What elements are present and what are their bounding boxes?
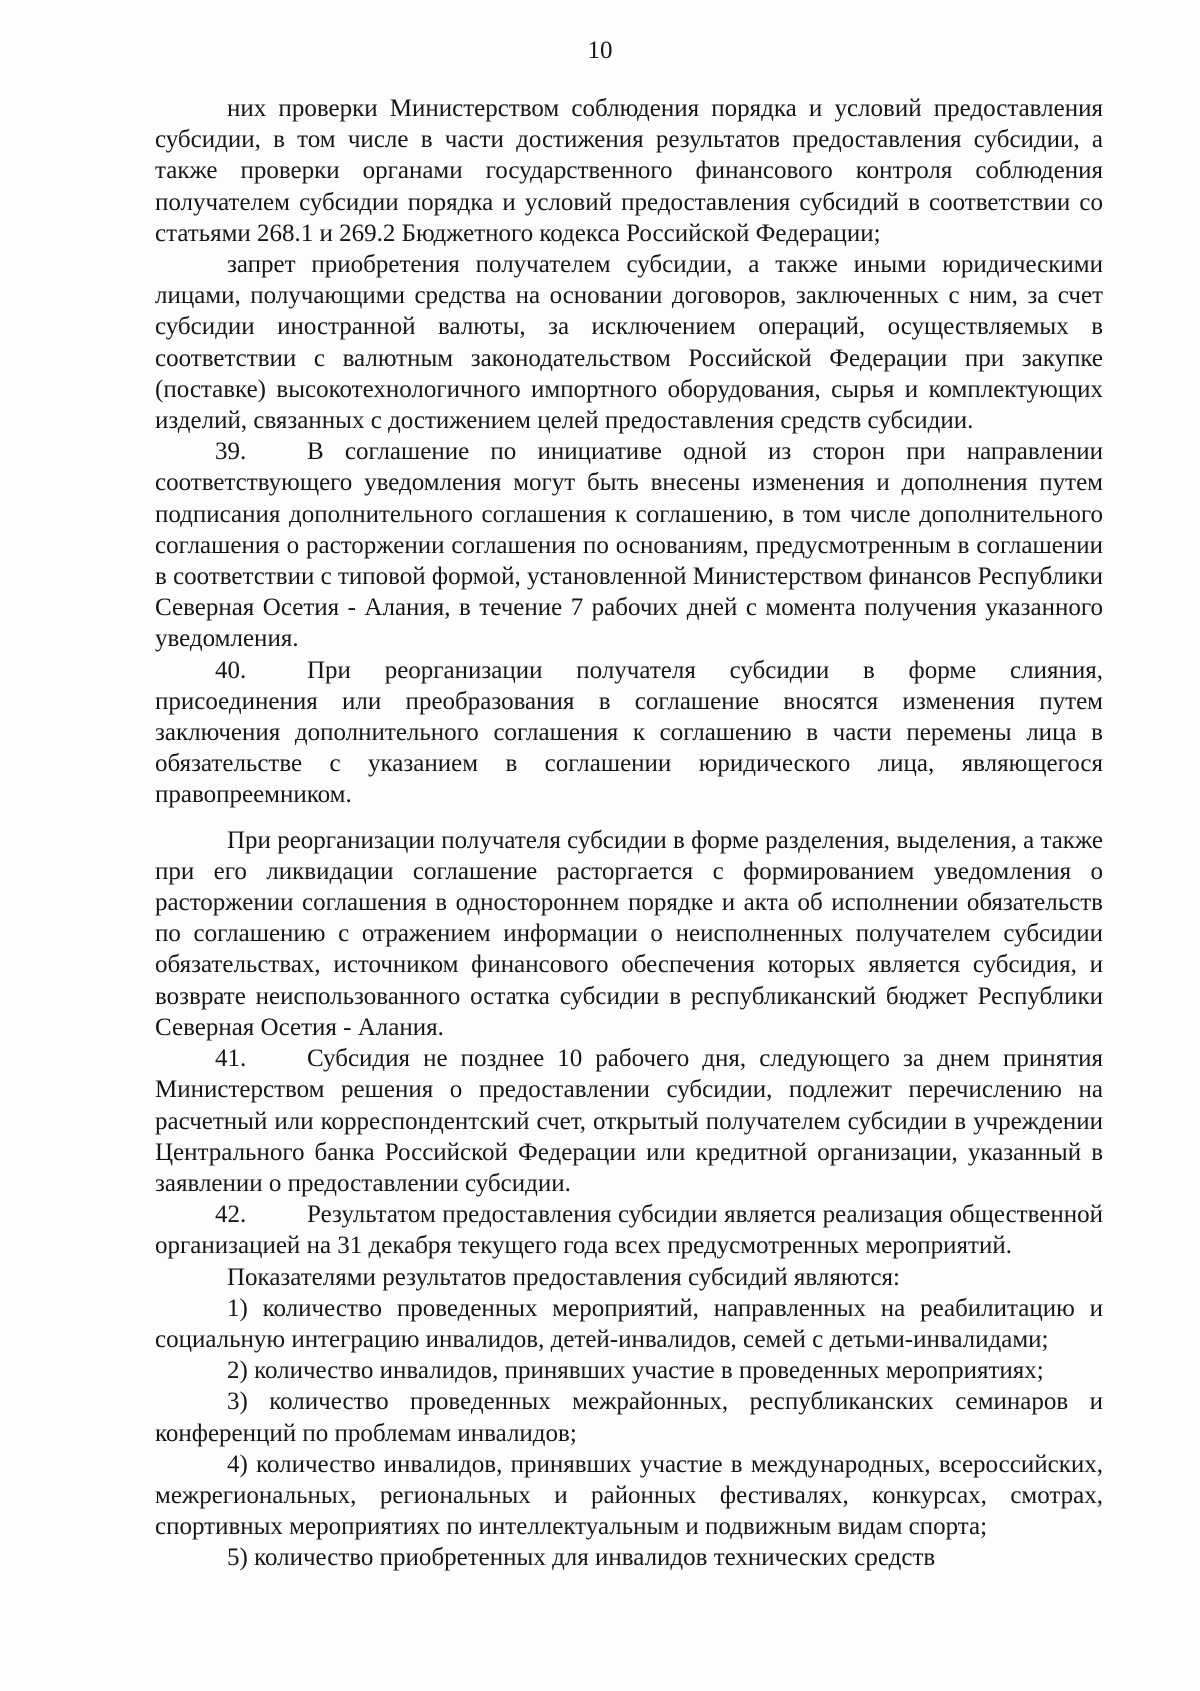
paragraph-text: 2) количество инвалидов, принявших участие в проведенных мероприятиях; bbox=[227, 1357, 1044, 1385]
paragraph-text: При реорганизации получателя субсидии в форме слияния, присоединения или преобразования в соглашение вносятся изменения путем заключения дополнительного соглашения к соглашению в части перемены лица в обязательстве с указанием в соглашении юридического лица, являющегося правопреемником. bbox=[155, 656, 1103, 809]
paragraph-reorganization bbox=[155, 825, 1103, 1043]
item-number: 40. bbox=[215, 656, 247, 684]
list-item-indicator-5 bbox=[155, 1542, 1103, 1573]
paragraph-indicators-intro bbox=[155, 1262, 1103, 1293]
item-number: 42. bbox=[215, 1201, 247, 1229]
paragraph-text: 5) количество приобретенных для инвалидов технических средств bbox=[227, 1544, 936, 1572]
item-number: 41. bbox=[215, 1045, 247, 1073]
paragraph-currency-ban bbox=[155, 249, 1103, 436]
list-item-indicator-1 bbox=[155, 1293, 1103, 1355]
paragraph-text: 4) количество инвалидов, принявших участие в международных, всероссийских, межрегиональных, региональных и районных фестивалях, конкурсах, смотрах, спортивных мероприятиях по интеллектуальным и подвижным видам спорта; bbox=[155, 1450, 1103, 1541]
paragraph-text: них проверки Министерством соблюдения порядка и условий предоставления субсидии, в том числе в части достижения результатов предоставления субсидии, а также проверки органами государственного финансового контроля соблюдения получателем субсидии порядка и условий предоставления субсидий в соответствии со статьями 268.1 и 269.2 Бюджетного кодекса Российской Федерации; bbox=[155, 95, 1103, 247]
list-item-indicator-4 bbox=[155, 1449, 1103, 1543]
list-item-indicator-2 bbox=[155, 1355, 1103, 1386]
paragraph-text: запрет приобретения получателем субсидии, а также иными юридическими лицами, получающими средства на основании договоров, заключенных с ним, за счет субсидии иностранной валюты, за исключением операций, осуществляемых в соответствии с валютным законодательством Российской Федерации при закупке (поставке) высокотехнологичного импортного оборудования, сырья и комплектующих изделий, связанных с достижением целей предоставления средств субсидии. bbox=[155, 251, 1103, 435]
item-number: 39. bbox=[215, 438, 247, 466]
paragraph-text: Показателями результатов предоставления субсидий являются: bbox=[227, 1263, 900, 1291]
paragraph-item-40 bbox=[155, 655, 1103, 811]
paragraph-text: 3) количество проведенных межрайонных, республиканских семинаров и конференций по проблемам инвалидов; bbox=[155, 1388, 1103, 1447]
paragraph-text: Субсидия не позднее 10 рабочего дня, следующего за днем принятия Министерством решения о предоставлении субсидии, подлежит перечислению на расчетный или корреспондентский счет, открытый получателем субсидии в учреждении Центрального банка Российской Федерации или кредитной организации, указанный в заявлении о предоставлении субсидии. bbox=[155, 1045, 1103, 1197]
paragraph-item-42 bbox=[155, 1199, 1103, 1261]
paragraph-text: 1) количество проведенных мероприятий, направленных на реабилитацию и социальную интеграцию инвалидов, детей-инвалидов, семей с детьми-инвалидами; bbox=[155, 1294, 1103, 1353]
paragraph-item-41 bbox=[155, 1043, 1103, 1199]
paragraph-item-39 bbox=[155, 436, 1103, 654]
paragraph-text: В соглашение по инициативе одной из сторон при направлении соответствующего уведомления могут быть внесены изменения и дополнения путем подписания дополнительного соглашения к соглашению, в том числе дополнительного соглашения о расторжении соглашения по основаниям, предусмотренным в соглашении в соответствии с типовой формой, установленной Министерством финансов Республики Северная Осетия - Алания, в течение 7 рабочих дней с момента получения указанного уведомления. bbox=[155, 438, 1103, 653]
list-item-indicator-3 bbox=[155, 1386, 1103, 1448]
paragraph-continuation bbox=[155, 93, 1103, 249]
paragraph-text: Результатом предоставления субсидии является реализация общественной организацией на 31 декабря текущего года всех предусмотренных мероприятий. bbox=[155, 1201, 1103, 1260]
document-body bbox=[155, 93, 1103, 1574]
paragraph-text: При реорганизации получателя субсидии в форме разделения, выделения, а также при его ликвидации соглашение расторгается с формированием уведомления о расторжении соглашения в одностороннем порядке и акта об исполнении обязательств по соглашению с отражением информации о неисполненных получателем субсидии обязательствах, источником финансового обеспечения которых является субсидия, и возврате неиспользованного остатка субсидии в республиканский бюджет Республики Северная Осетия - Алания. bbox=[155, 826, 1103, 1041]
page-number: 10 bbox=[587, 37, 613, 64]
